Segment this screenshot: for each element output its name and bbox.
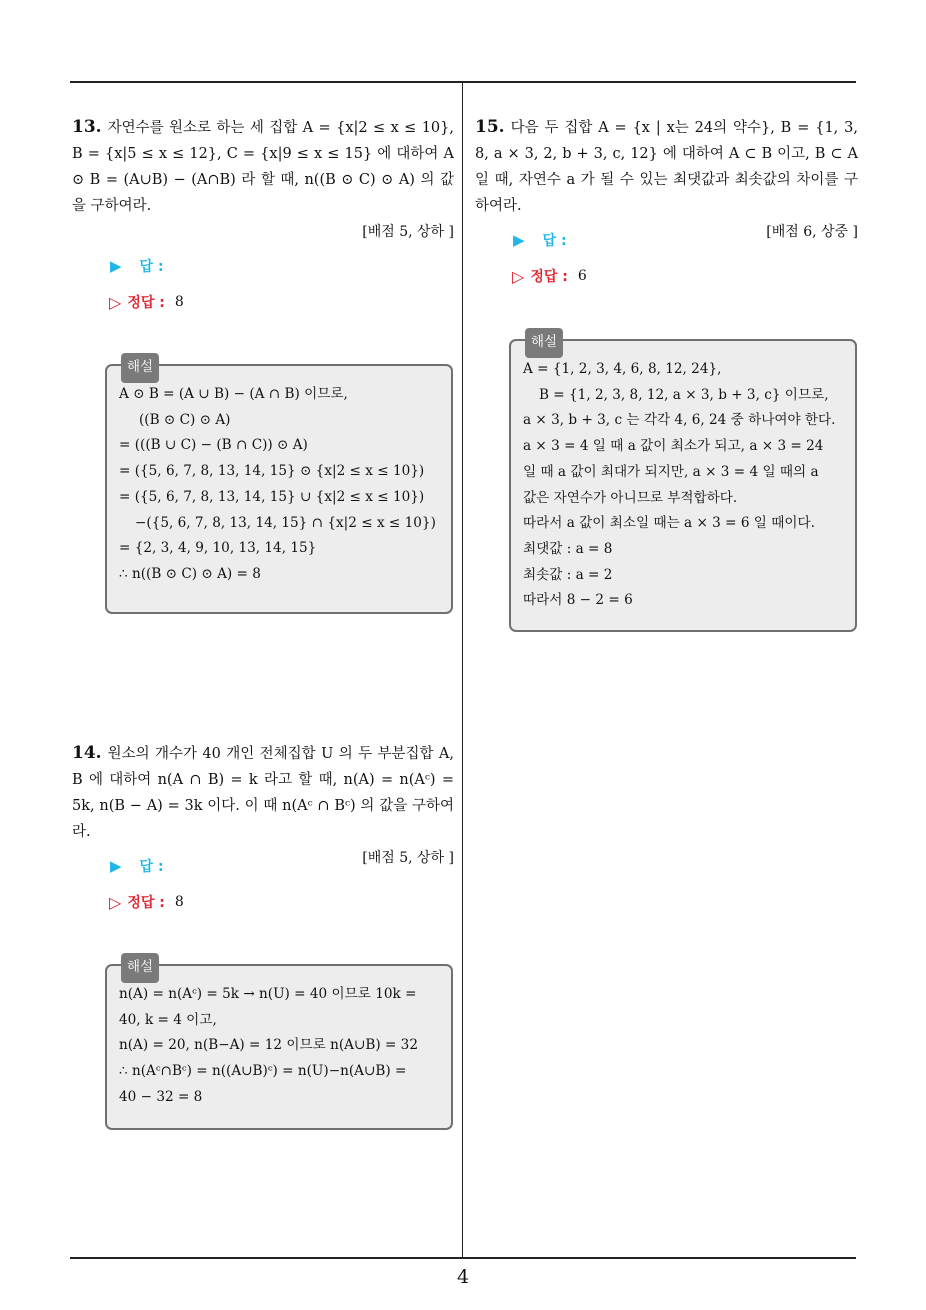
solution-line: 최댓값 : a = 8: [523, 540, 613, 557]
problem-text: 다음 두 집합 A = {x | x는 24의 약수}, B = {1, 3, 8, a × 3, 2, b + 3, c, 12} 에 대하여 A ⊂ B 이고, B ⊂ A 일 때, 자연수 a 가 될 수 있는 최댓값과 최솟값의 차이를 구하여라.: [475, 120, 858, 214]
problem-15: [475, 114, 858, 245]
answer-row: [513, 230, 567, 250]
answer-label: 답 :: [542, 233, 567, 249]
correct-value: 8: [174, 894, 184, 910]
play-icon: ▶: [513, 231, 525, 249]
play-icon: ▶: [110, 257, 122, 275]
solution-line: 따라서 a 값이 최소일 때는 a × 3 = 6 일 때이다.: [523, 515, 815, 532]
solution-line: a × 3, b + 3, c 는 각각 4, 6, 24 중 하나여야 한다.: [523, 412, 836, 429]
solution-line: 40, k = 4 이고,: [119, 1011, 217, 1028]
problem-number: 15.: [475, 117, 505, 137]
page-number: 4: [456, 1266, 470, 1288]
solution-line: ((B ⊙ C) ⊙ A): [139, 411, 231, 428]
solution-line: n(A) = n(Aᶜ) = 5k → n(U) = 40 이므로 10k =: [119, 986, 417, 1002]
outline-triangle-icon: ▷: [109, 292, 122, 312]
correct-label: 정답 :: [127, 295, 165, 311]
outline-triangle-icon: ▷: [109, 892, 122, 912]
solution-line: n(A) = 20, n(B−A) = 12 이므로 n(A∪B) = 32: [119, 1037, 418, 1054]
solution-tag: 해설: [121, 353, 159, 383]
problem-meta: [배점 5, 상하 ]: [362, 850, 454, 866]
correct-value: 8: [174, 294, 184, 310]
column-divider: [462, 82, 463, 1258]
solution-line: 따라서 8 − 2 = 6: [523, 592, 633, 609]
outline-triangle-icon: ▷: [512, 266, 525, 286]
problem-number: 13.: [72, 117, 102, 137]
problem-13: [72, 114, 454, 245]
correct-answer-row: [109, 292, 184, 312]
solution-line: ∴ n((B ⊙ C) ⊙ A) = 8: [119, 565, 261, 582]
bottom-rule: [70, 1257, 856, 1259]
correct-label: 정답 :: [530, 269, 568, 285]
problem-number: 14.: [72, 743, 102, 763]
solution-line: = {2, 3, 4, 9, 10, 13, 14, 15}: [119, 540, 317, 557]
solution-line: a × 3 = 4 일 때 a 값이 최소가 되고, a × 3 = 24: [523, 438, 824, 455]
solution-line: −({5, 6, 7, 8, 13, 14, 15} ∩ {x|2 ≤ x ≤ 10}): [135, 514, 436, 531]
correct-label: 정답 :: [127, 895, 165, 911]
answer-label: 답 :: [139, 259, 164, 275]
answer-row: [110, 256, 164, 276]
solution-line: B = {1, 2, 3, 8, 12, a × 3, b + 3, c} 이므로,: [539, 386, 829, 403]
problem-text: 원소의 개수가 40 개인 전체집합 U 의 두 부분집합 A, B 에 대하여 n(A ∩ B) = k 라고 할 때, n(A) = n(Aᶜ) = 5k, n(B − A) = 3k 이다. 이 때 n(Aᶜ ∩ Bᶜ) 의 값을 구하여라.: [72, 746, 454, 840]
solution-line: 40 − 32 = 8: [119, 1088, 203, 1105]
correct-answer-row: [109, 892, 184, 912]
solution-line: A ⊙ B = (A ∪ B) − (A ∩ B) 이므로,: [119, 386, 348, 402]
play-icon: ▶: [110, 857, 122, 875]
problem-text: 자연수를 원소로 하는 세 집합 A = {x|2 ≤ x ≤ 10}, B = {x|5 ≤ x ≤ 12}, C = {x|9 ≤ x ≤ 15} 에 대하여 A ⊙ B = (A∪B) − (A∩B) 라 할 때, n((B ⊙ C) ⊙ A) 의 값을 구하여라.: [72, 120, 454, 214]
solution-line: = ({5, 6, 7, 8, 13, 14, 15} ∪ {x|2 ≤ x ≤ 10}): [119, 488, 425, 505]
solution-box: [509, 334, 857, 632]
solution-box: [105, 359, 453, 614]
solution-line: = (((B ∪ C) − (B ∩ C)) ⊙ A): [119, 437, 308, 454]
solution-line: A = {1, 2, 3, 4, 6, 8, 12, 24},: [523, 361, 722, 377]
problem-14: [72, 740, 454, 871]
solution-line: ∴ n(Aᶜ∩Bᶜ) = n((A∪B)ᶜ) = n(U)−n(A∪B) =: [119, 1063, 407, 1080]
solution-line: = ({5, 6, 7, 8, 13, 14, 15} ⊙ {x|2 ≤ x ≤ 10}): [119, 463, 425, 480]
answer-row: [110, 856, 164, 876]
correct-answer-row: [512, 266, 587, 286]
solution-tag: 해설: [121, 953, 159, 983]
problem-meta: [배점 5, 상하 ]: [362, 224, 454, 240]
correct-value: 6: [577, 268, 587, 284]
solution-box: [105, 959, 453, 1130]
solution-tag: 해설: [525, 328, 563, 358]
problem-meta: [배점 6, 상중 ]: [766, 224, 858, 240]
top-rule: [70, 81, 856, 83]
answer-label: 답 :: [139, 859, 164, 875]
solution-line: 값은 자연수가 아니므로 부적합하다.: [523, 489, 738, 506]
solution-line: 일 때 a 값이 최대가 되지만, a × 3 = 4 일 때의 a: [523, 463, 819, 480]
solution-line: 최솟값 : a = 2: [523, 566, 613, 583]
